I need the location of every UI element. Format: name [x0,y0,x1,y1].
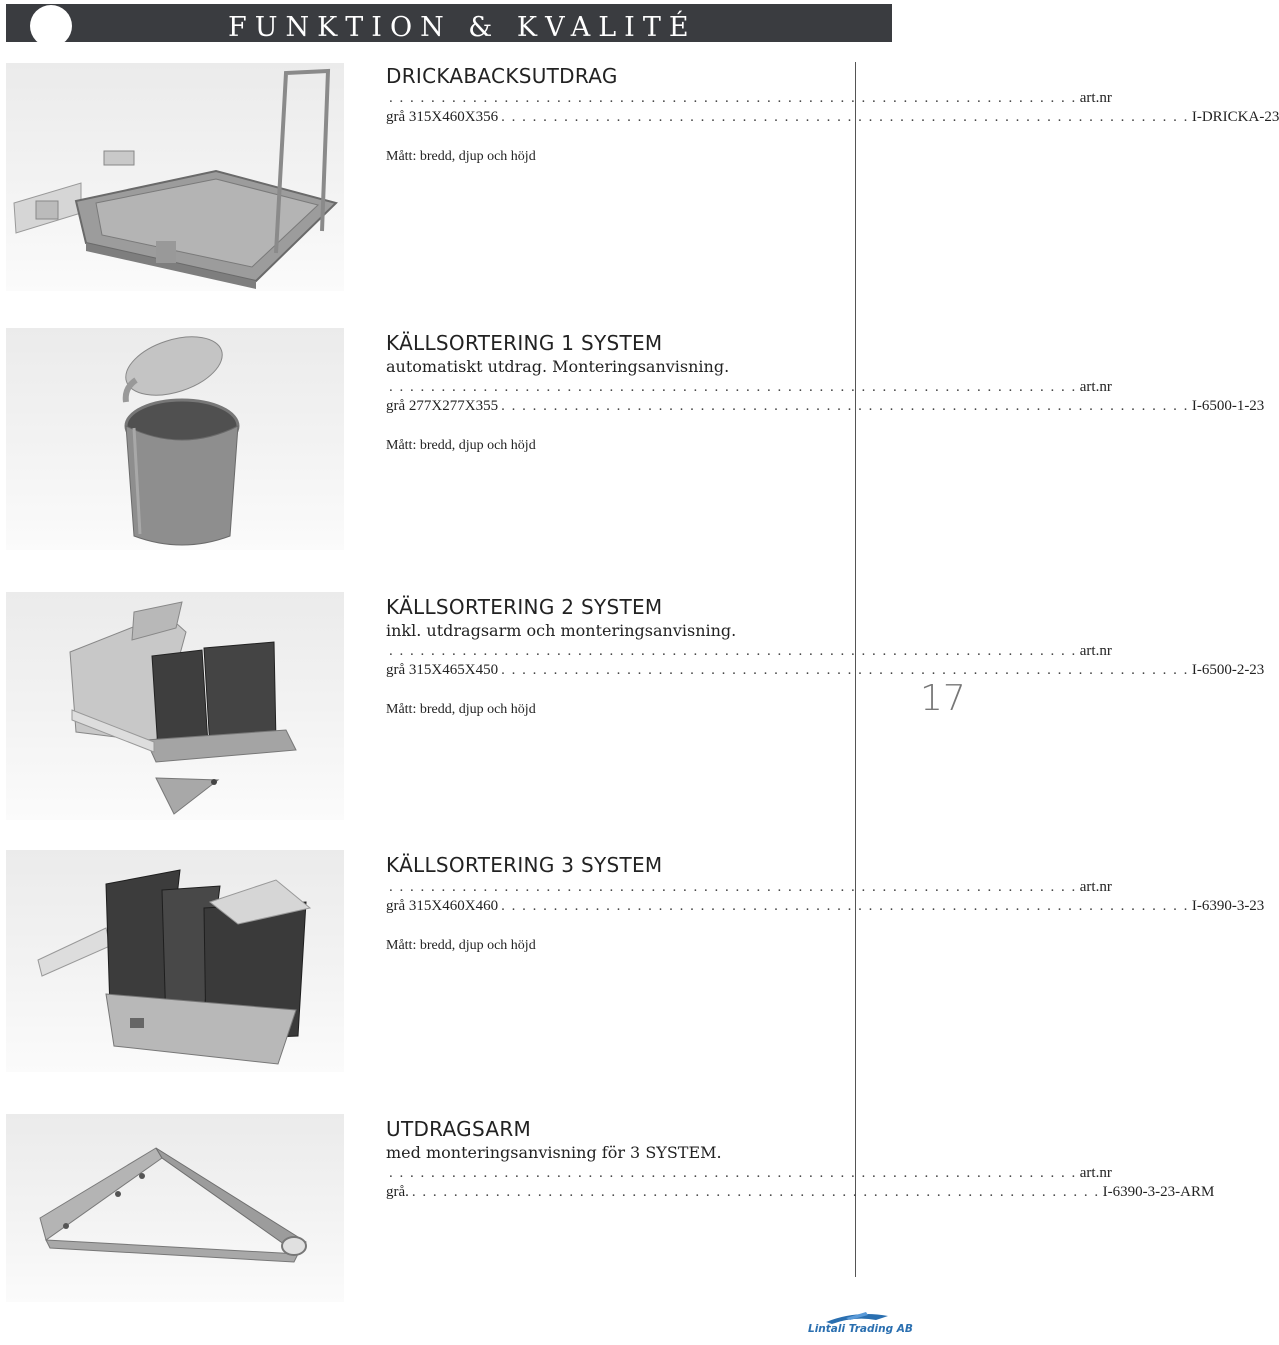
company-logo [806,1308,913,1342]
header-circle-icon [30,5,72,47]
product-image-single-bin [6,328,344,550]
article-code: I-6390-3-23-ARM [1102,1184,1215,1200]
product-description: automatiskt utdrag. Monteringsanvisning. [386,357,730,376]
dimension-note: Mått: bredd, djup och höjd [386,438,536,453]
artnr-row [386,642,1112,661]
dimension-note: Mått: bredd, djup och höjd [386,938,536,953]
product-kallsortering-1-system [0,328,1265,553]
variant-label: grå. [386,1184,409,1200]
dot-leader [389,642,1077,661]
artnr-row [386,878,1112,897]
article-code: I-6500-1-23 [1191,398,1265,414]
product-info [386,852,1265,956]
product-image-triple-bin [6,850,344,1072]
artnr-label: art.nr [1079,379,1112,395]
product-title: DRICKABACKSUTDRAG [386,64,618,88]
dot-leader [389,878,1077,897]
dot-leader [501,108,1189,127]
variant-row [386,897,1265,916]
artnr-label: art.nr [1079,643,1112,659]
artnr-row [386,1164,1112,1183]
product-utdragsarm [0,1114,1215,1304]
page-number: 17 [920,678,966,719]
article-code: I-6390-3-23 [1191,898,1265,914]
header-bar [6,4,892,42]
drink-crate-pullout-icon [6,63,344,291]
artnr-label: art.nr [1079,879,1112,895]
dot-leader [389,378,1077,397]
product-title: KÄLLSORTERING 3 SYSTEM [386,853,663,877]
variant-label: grå 315X460X356 [386,109,499,125]
product-description: med monteringsanvisning för 3 SYSTEM. [386,1143,722,1162]
product-info [386,330,1265,456]
artnr-label: art.nr [1079,90,1112,106]
product-image-double-bin [6,592,344,820]
dot-leader [501,397,1189,416]
product-title: KÄLLSORTERING 1 SYSTEM [386,331,663,355]
page-title: FUNKTION & KVALITÉ [228,12,697,43]
variant-label: grå 277X277X355 [386,398,499,414]
pullout-arm-icon [6,1114,344,1302]
product-kallsortering-3-system [0,850,1265,1075]
variant-row [386,397,1265,416]
product-image-pullout-arm [6,1114,344,1302]
dot-leader [501,897,1189,916]
artnr-label: art.nr [1079,1165,1112,1181]
dot-leader [501,661,1189,680]
dimension-note: Mått: bredd, djup och höjd [386,149,536,164]
article-code: I-DRICKA-23 [1191,109,1279,125]
product-info [386,63,1279,167]
dot-leader [389,89,1077,108]
product-description: inkl. utdragsarm och monteringsanvisning. [386,621,737,640]
product-title: KÄLLSORTERING 2 SYSTEM [386,595,663,619]
single-bin-icon [6,328,344,550]
dimension-note: Mått: bredd, djup och höjd [386,702,536,717]
product-drickabacksutdrag [0,63,1279,293]
variant-row [386,661,1265,680]
artnr-row [386,89,1112,108]
dot-leader [389,1164,1077,1183]
artnr-row [386,378,1112,397]
variant-row [386,1183,1215,1202]
variant-label: grå 315X460X460 [386,898,499,914]
product-image-drink-crate-pullout [6,63,344,291]
product-info [386,1116,1215,1202]
triple-bin-icon [6,850,344,1072]
double-bin-icon [6,592,344,820]
variant-row [386,108,1279,127]
variant-label: grå 315X465X450 [386,662,499,678]
product-title: UTDRAGSARM [386,1117,532,1141]
logo-text: Lintali Trading AB [808,1323,913,1335]
article-code: I-6500-2-23 [1191,662,1265,678]
dot-leader [412,1183,1100,1202]
